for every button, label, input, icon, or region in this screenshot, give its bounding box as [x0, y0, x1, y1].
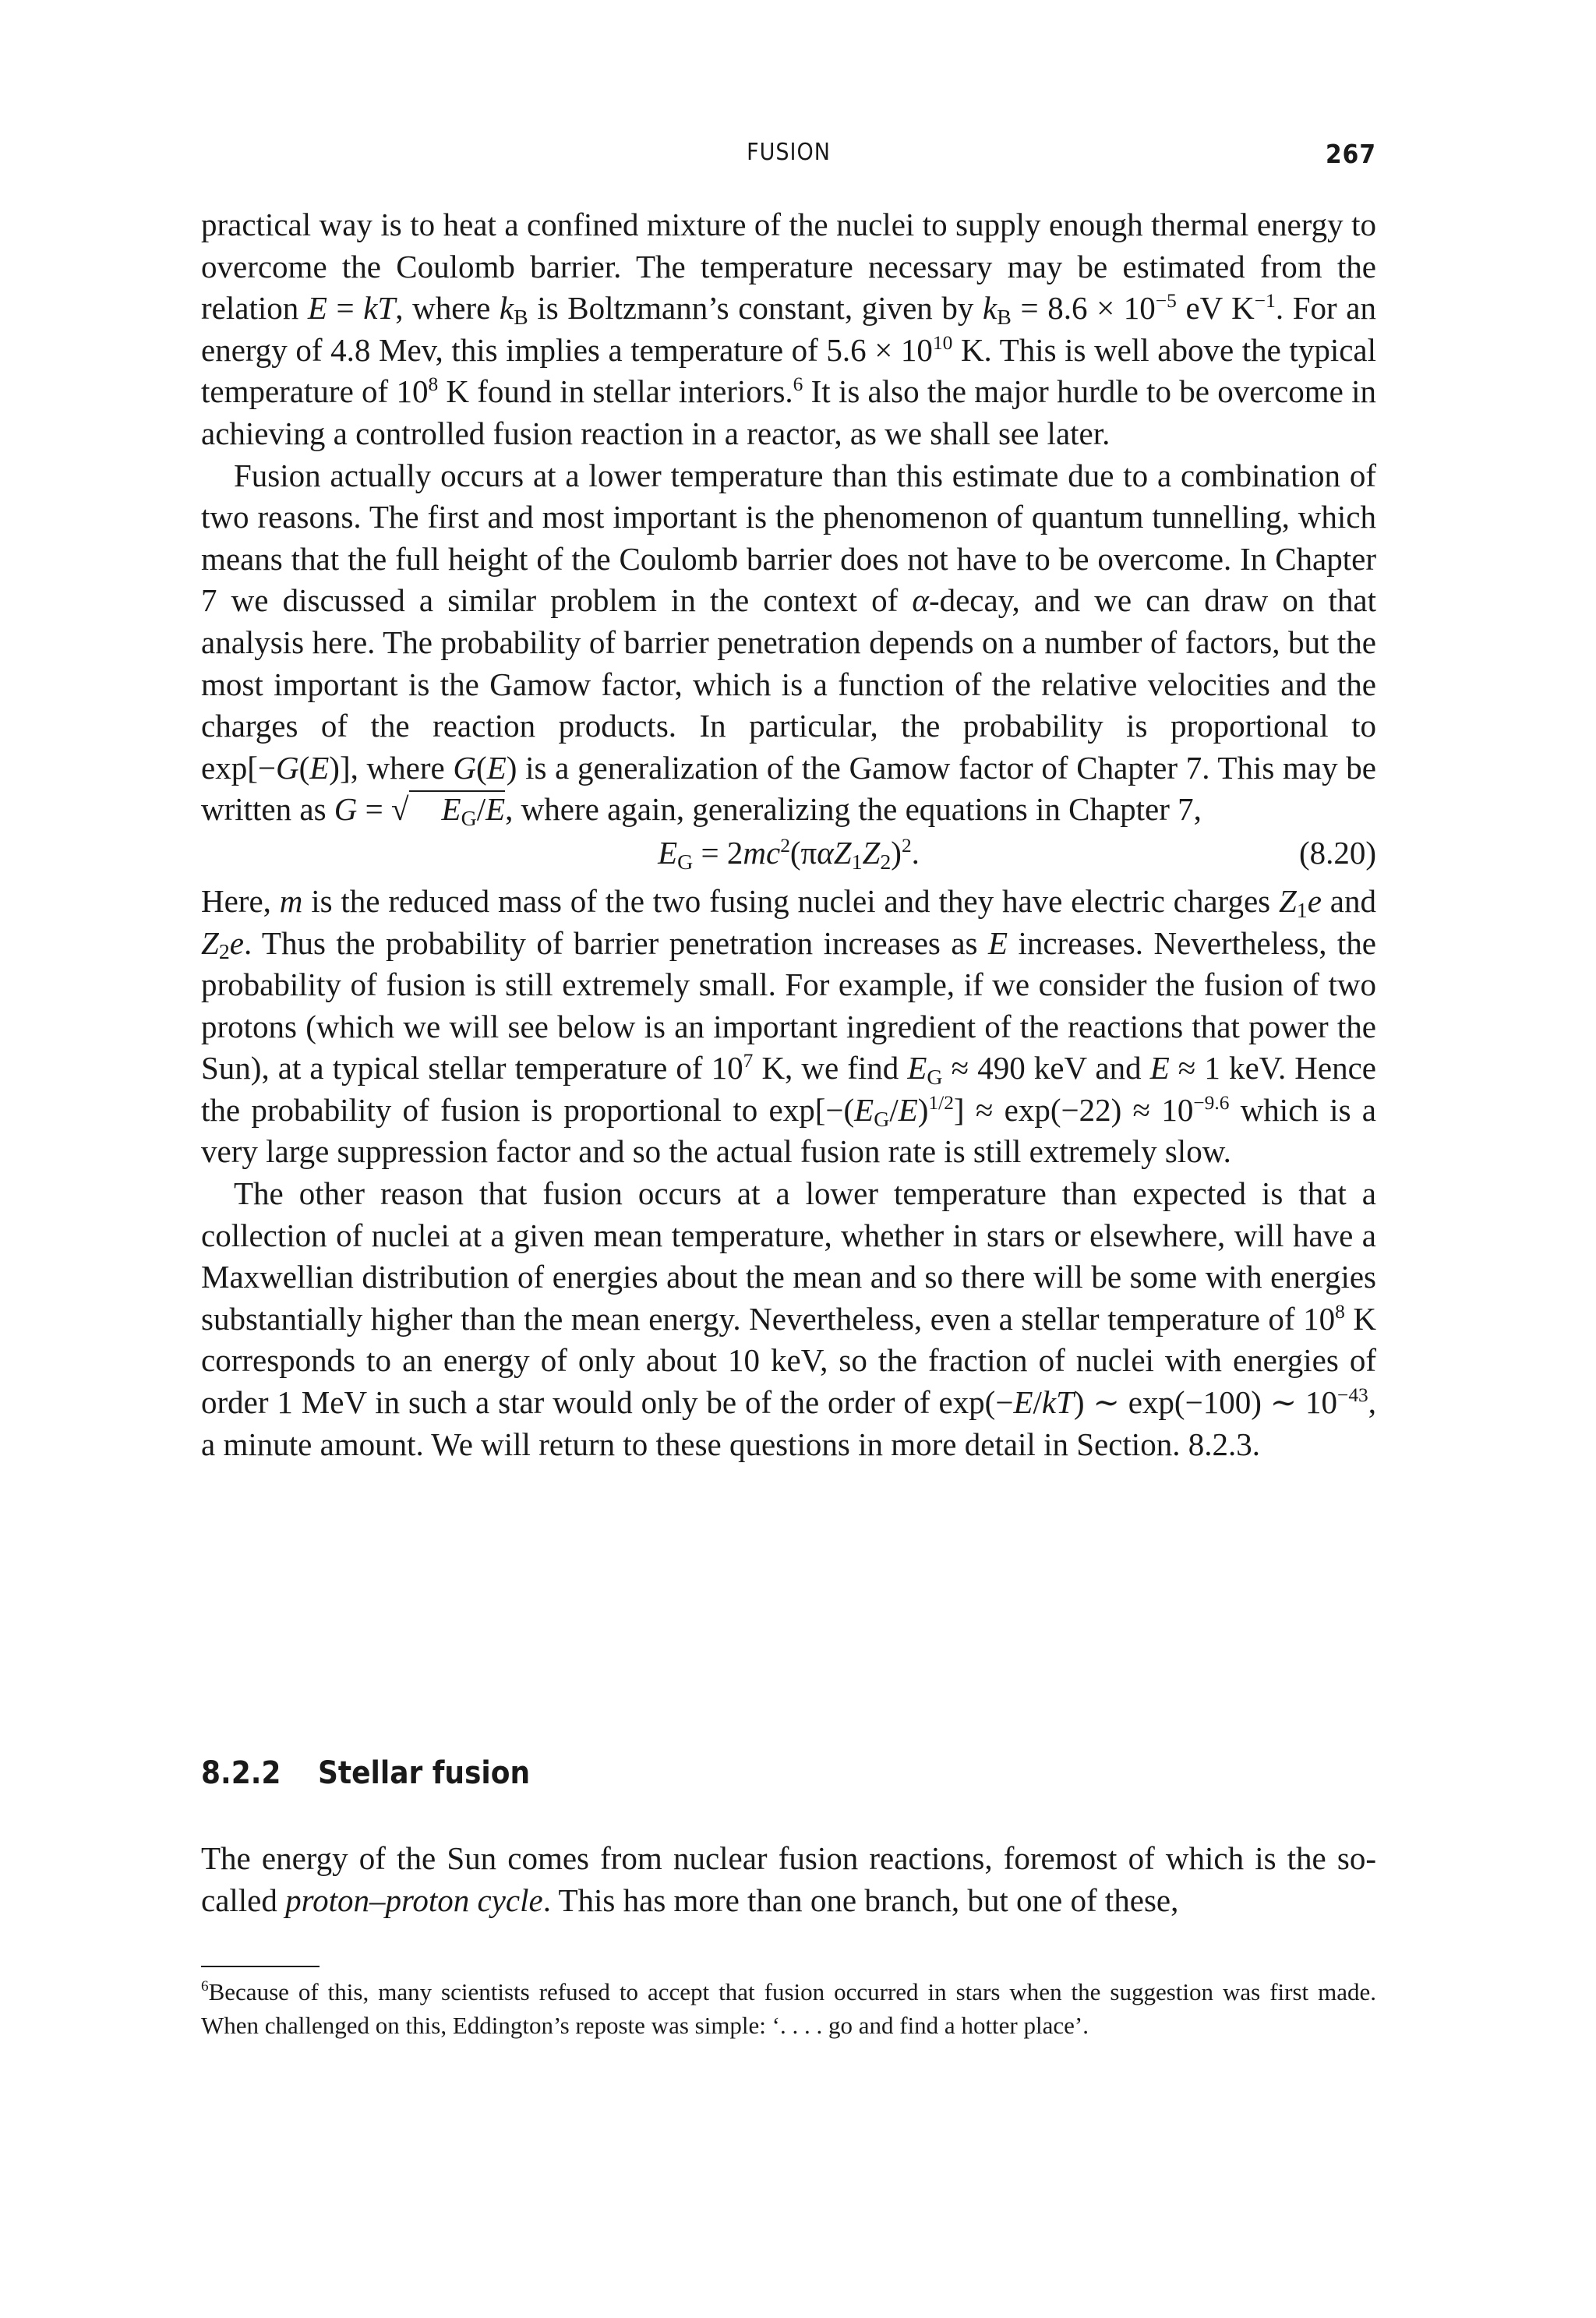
body-text-upper: [201, 204, 1376, 1465]
paragraph-5: The energy of the Sun comes from nuclear fusion reactions, foremost of which is the so-called proton–proton cycle. This has more than one branch, but one of these,: [201, 1840, 1376, 1918]
section-number: 8.2.2: [201, 1755, 281, 1791]
paragraph-3: Here, m is the reduced mass of the two fusing nuclei and they have electric charges $Z_1e$ and $Z_2e$. Thus the probability of barrier penetration increases as E increases. Nevertheless, the probability of fusion is still extremely small. For example, if we consider the fusion of two protons (which we will see below is an important ingredient of the reactions that power the Sun), at a typical stellar temperature of $10^7$ K, we find $E_G \approx 490$ keV and E ≈ 1 keV. Hence the probability of fusion is proportional to $\exp[-(E_G/E)^{1/2}] \approx \exp(-22) \approx 10^{-9.6}$ which is a very large suppression factor and so the actual fusion rate is still extremely slow.: [201, 882, 1376, 1170]
footnote-rule: [201, 1966, 320, 1967]
section-title: Stellar fusion: [318, 1755, 531, 1791]
running-header: [201, 139, 1376, 173]
chapter-title: FUSION: [747, 139, 831, 166]
footnote-reference: 6: [793, 373, 803, 396]
footnote-text: Because of this, many scientists refused to accept that fusion occurred in stars when the suggestion was first made. When challenged on this, Eddington’s reposte was simple: ‘. . . . go and find a hotter place’.: [201, 1978, 1376, 2039]
section-heading: [201, 1755, 1376, 1791]
equation-body: $E_G = 2mc^2(\pi\alpha Z_1Z_2)^2$.: [658, 834, 920, 875]
paragraph-4: The other reason that fusion occurs at a lower temperature than expected is that a collection of nuclei at a given mean temperature, whether in stars or elsewhere, will have a Maxwellian distribution of energies about the mean and so there will be some with energies substantially higher than the mean energy. Nevertheless, even a stellar temperature of $10^8$ K corresponds to an energy of only about 10 keV, so the fraction of nuclei with energies of order 1 MeV in such a star would only be of the order of exp(−E/kT) ∼ exp(−100) ∼ $10^{-43}$, a minute amount. We will return to these questions in more detail in Section. 8.2.3.: [201, 1175, 1377, 1462]
equation-number: (8.20): [1298, 834, 1376, 871]
equation-8-20: [201, 832, 1376, 881]
page-number: 267: [1326, 139, 1376, 169]
paragraph-1: practical way is to heat a confined mixture of the nuclei to supply enough thermal energy to overcome the Coulomb barrier. The temperature necessary may be estimated from the relation E = kT, where $k_B$ is Boltzmann’s constant, given by $k_B = 8.6 \times 10^{-5}$ eV $K^{-1}$. For an energy of 4.8 Mev, this implies a temperature of $5.6 \times 10^{10}$ K. This is well above the typical temperature of $10^8$ K found in stellar interiors.$^6$ It is also the major hurdle to be overcome in achieving a controlled fusion reaction in a reactor, as we shall see later.: [201, 207, 1376, 451]
footnote-mark: 6: [201, 1978, 209, 1995]
square-root-expression: $E_G/E$: [409, 790, 506, 827]
body-text-lower: [201, 1838, 1376, 1921]
footnote: [201, 1975, 1376, 2042]
paragraph-2: Fusion actually occurs at a lower temperature than this estimate due to a combination of two reasons. The first and most important is the phenomenon of quantum tunnelling, which means that the full height of the Coulomb barrier does not have to be overcome. In Chapter 7 we discussed a similar problem in the context of α-decay, and we can draw on that analysis here. The probability of barrier penetration depends on a number of factors, but the most important is the Gamow factor, which is a function of the relative velocities and the charges of the reaction products. In particular, the probability is proportional to exp[−G(E)], where G(E) is a generalization of the Gamow factor of Chapter 7. This may be written as G = √ $E_G/E$, where again, generalizing the equations in Chapter 7,: [201, 457, 1376, 832]
